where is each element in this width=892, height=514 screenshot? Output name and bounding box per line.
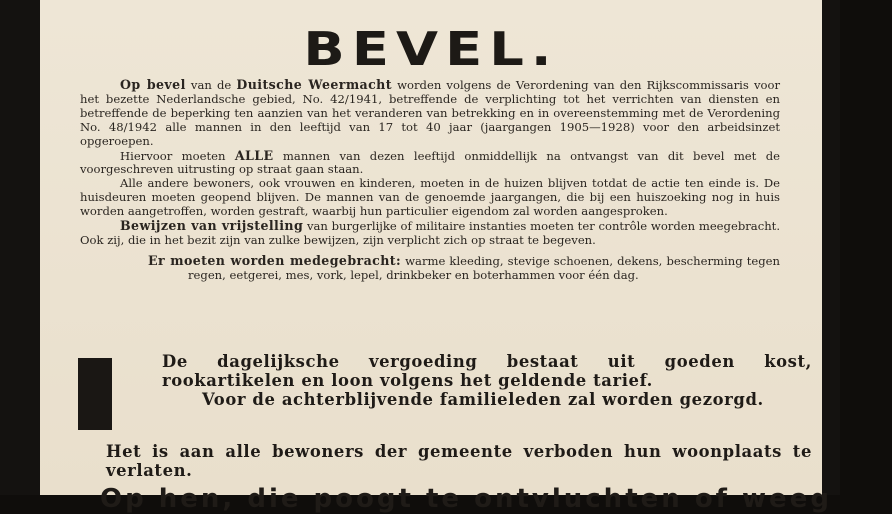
bring-text: warme kleeding, stevige schoenen, dekens, bescherming tegen regen, eetgerei, mes, vork, lepel, drinkbeker en boterhammen voor één dag. (188, 253, 780, 282)
bring-lead: Er moeten worden medegebracht: (148, 252, 402, 268)
cutoff-line: Op hen, die poogt te ontvluchten of weeg (100, 484, 832, 514)
paragraph-all-men (80, 149, 780, 178)
wehrmacht-name: Duitsche Weermacht (236, 77, 392, 92)
exemption-lead: Bewijzen van vrijstelling (120, 218, 304, 234)
order-text-1: van de (185, 78, 237, 92)
order-text-2: worden volgens de Verordening van den Rijkscommissaris voor het bezette Nederlandsche gebied, No. 42/1941, betreffende de verplichting tot het verrichten van diensten en betreffende de beperking ten aanzien van het veranderen van betrekking en in overeenstemming met de Verordening No. 48/1942 alle mannen in den leeftijd van 17 tot 40 jaar (jaargangen 1905—1928) voor den arbeidsinzet opgeroepen. (80, 78, 780, 148)
poster-paper (40, 0, 832, 514)
poster-title: BEVEL. (303, 22, 559, 76)
all-men-text-2: mannen van dezen leeftijd onmiddellijk na ontvangst van dit bevel met de voorgeschreven uitrusting op straat gaan staan. (80, 148, 780, 177)
all-emphasis: ALLE (234, 147, 274, 163)
exemption-text: van burgerlijke of militaire instanties moeten ter contrôle worden meegebracht. Ook zij, die in het bezit zijn van zulke bewijzen, zijn verplicht zich op straat te begeven. (80, 219, 781, 247)
family-text: Voor de achterblijvende familieleden zal worden gezorgd. (202, 390, 764, 409)
paragraph-residents: Alle andere bewoners, ook vrouwen en kinderen, moeten in de huizen blijven totdat de actie ten einde is. De huisdeuren moeten geopend blijven. De mannen van de genoemde jaargangen, die bij een huiszoeking nog in huis worden aangetroffen, worden gestraft, waarbij hun particulier eigendom zal worden aangesproken. (80, 176, 780, 219)
paragraph-bring (80, 254, 780, 283)
compensation-text: De dagelijksche vergoeding bestaat uit goeden kost, rookartikelen en loon volgens het geldende tarief. (162, 352, 812, 390)
black-bar-mark (78, 358, 112, 430)
paragraph-order (80, 78, 780, 149)
order-lead: Op bevel (120, 77, 186, 92)
poster-body (80, 78, 780, 283)
paragraph-exemption (80, 219, 780, 248)
all-men-text-1: Hiervoor moeten (120, 148, 235, 163)
residence-prohibition: Het is aan alle bewoners der gemeente verboden hun woonplaats te verlaten. (106, 442, 812, 480)
compensation-block (162, 352, 812, 409)
